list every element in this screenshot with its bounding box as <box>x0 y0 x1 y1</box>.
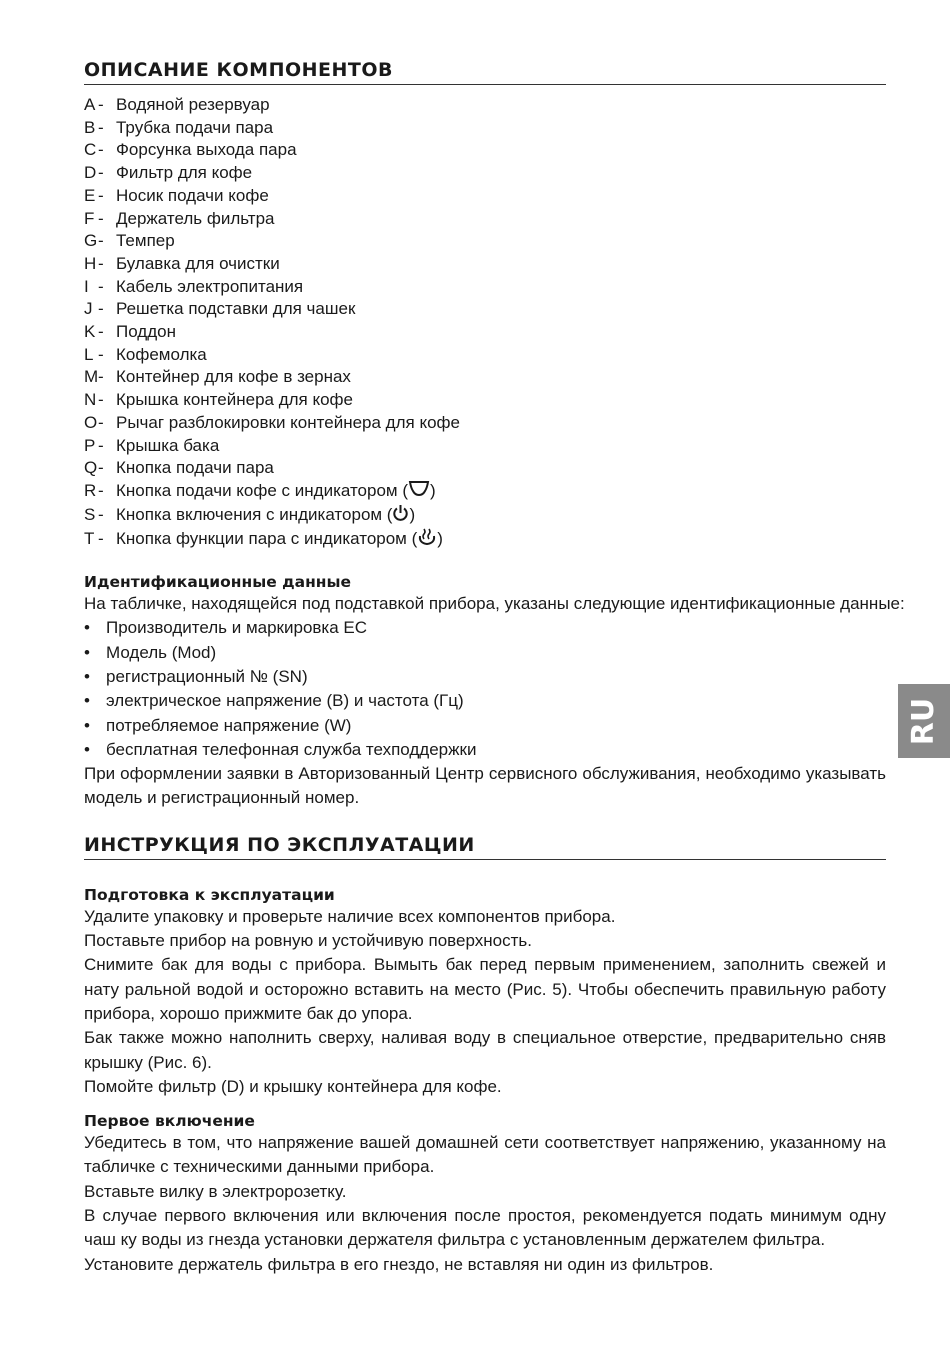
paragraph: Помойте фильтр (D) и крышку контейнера для кофе. <box>84 1076 502 1096</box>
components-heading: ОПИСАНИЕ КОМПОНЕНТОВ <box>84 58 886 85</box>
list-item: N - Крышка контейнера для кофе <box>84 390 353 410</box>
list-item: I - Кабель электропитания <box>84 276 304 296</box>
paragraph: В случае первого включения или включения после простоя, рекомендуется подать минимум одну чаш ку воды из гнезда установки держателя фильтра с установленным держателем фильтра. <box>84 1206 886 1250</box>
list-item: • бесплатная телефонная служба техподдержки <box>84 739 477 759</box>
paragraph: Установите держатель фильтра в его гнездо, не вставляя ни один из фильтров. <box>84 1254 714 1274</box>
list-item: A - Водяной резервуар <box>84 95 270 114</box>
list-item: • регистрационный № (SN) <box>84 666 308 686</box>
list-item: • Модель (Mod) <box>84 642 217 662</box>
power-icon <box>392 504 409 529</box>
first-start-heading: Первое включение <box>84 1112 255 1131</box>
list-item: K - Поддон <box>84 322 176 342</box>
list-item: D - Фильтр для кофе <box>84 163 253 183</box>
list-item: L - Кофемолка <box>84 344 207 364</box>
list-item: Q - Кнопка подачи пара <box>84 458 274 478</box>
list-item: B - Трубка подачи пара <box>84 117 274 137</box>
instructions-heading: ИНСТРУКЦИЯ ПО ЭКСПЛУАТАЦИИ <box>84 833 886 860</box>
list-item: E - Носик подачи кофе <box>84 185 269 205</box>
prep-heading: Подготовка к эксплуатации <box>84 885 335 904</box>
steam-icon <box>417 528 437 553</box>
paragraph: Убедитесь в том, что напряжение вашей домашней сети соответствует напряжению, указанному на табличке с техническими данными прибора. <box>84 1133 886 1177</box>
ident-intro: На табличке, находящейся под подставкой прибора, указаны следующие идентификационные данные: <box>84 594 905 614</box>
language-tab-label: RU <box>906 697 942 745</box>
ident-bullets <box>84 616 886 762</box>
page-content <box>84 58 905 1277</box>
list-item: P - Крышка бака <box>84 435 220 455</box>
paragraph: Поставьте прибор на ровную и устойчивую поверхность. <box>84 931 532 951</box>
paragraph: Бак также можно наполнить сверху, наливая воду в специальное отверстие, предварительно сняв крышку (Рис. 6). <box>84 1028 886 1072</box>
list-item: C - Форсунка выхода пара <box>84 140 297 160</box>
list-item: • Производитель и маркировка ЕС <box>84 618 368 638</box>
paragraph: Снимите бак для воды с прибора. Вымыть бак перед первым применением, заполнить свежей и нату ральной водой и осторожно вставить на место (Рис. 5). Чтобы обеспечить правильную работу прибора, хорошо прижмите бак до упора. <box>84 955 886 1023</box>
language-tab <box>898 684 950 758</box>
list-item: M - Контейнер для кофе в зернах <box>84 367 351 387</box>
list-item: O - Рычаг разблокировки контейнера для кофе <box>84 412 460 432</box>
list-item: G - Темпер <box>84 231 175 251</box>
cup-icon <box>408 480 430 504</box>
list-item: R - Кнопка подачи кофе с индикатором ( ) <box>84 480 886 504</box>
list-item: • электрическое напряжение (В) и частота (Гц) <box>84 691 464 711</box>
ident-outro: При оформлении заявки в Авторизованный Центр сервисного обслуживания, необходимо указывать модель и регистрационный номер. <box>84 764 886 808</box>
components-list <box>84 94 886 553</box>
list-item: F - Держатель фильтра <box>84 208 275 228</box>
list-item: T - Кнопка функции пара с индикатором ( ) <box>84 528 886 553</box>
list-item: • потребляемое напряжение (W) <box>84 715 352 735</box>
paragraph: Удалите упаковку и проверьте наличие всех компонентов прибора. <box>84 906 616 926</box>
list-item: J - Решетка подставки для чашек <box>84 299 356 319</box>
list-item: S - Кнопка включения с индикатором ( ) <box>84 504 886 529</box>
list-item: H - Булавка для очистки <box>84 253 280 273</box>
ident-heading: Идентификационные данные <box>84 573 352 592</box>
paragraph: Вставьте вилку в электророзетку. <box>84 1181 347 1201</box>
